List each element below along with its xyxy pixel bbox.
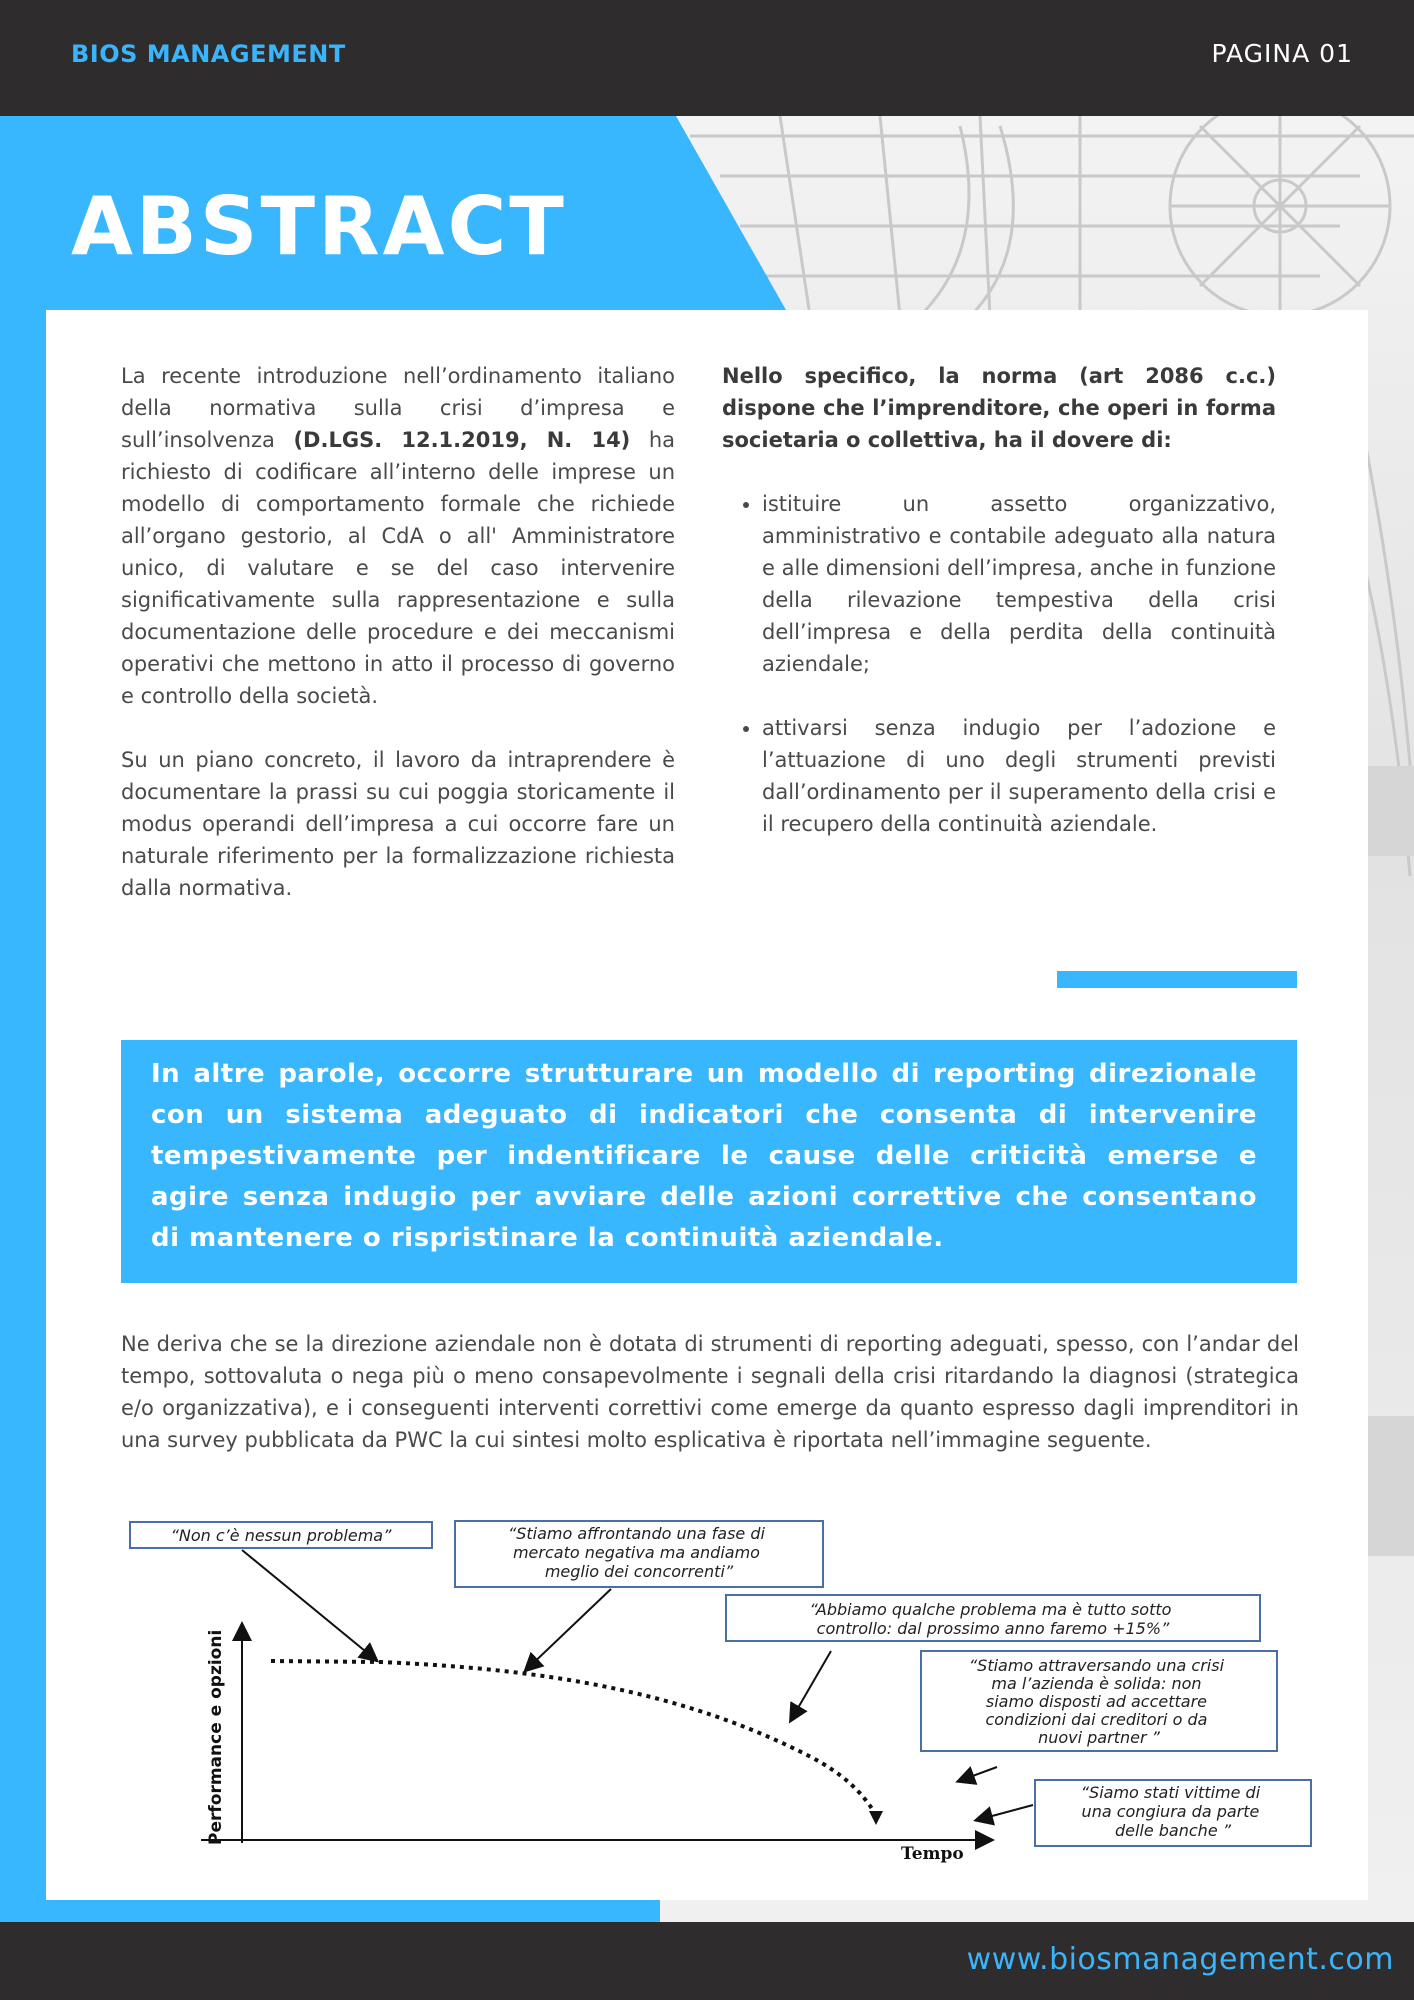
footer-bar <box>0 1922 1414 2000</box>
quote-line: meglio dei concorrenti” <box>544 1562 734 1581</box>
svg-text:“Non c’è nessun problema” <box>171 1526 392 1545</box>
quote-line: nuovi partner ” <box>1038 1728 1160 1747</box>
quote-box-4 <box>921 1651 1277 1751</box>
quote-line: “Non c’è nessun problema” <box>170 1526 392 1545</box>
left-column <box>121 360 675 936</box>
quote-box-5 <box>1035 1780 1311 1846</box>
intro-text-end: ha richiesto di codificare all’interno delle imprese un modello di comportamento formale che richiede all’organo gestorio, al CdA o all' Amministratore unico, di valutare e se del caso intervenire significativamente sulla rappresentazione e sulla documentazione delle procedure e dei meccanismi operativi che mettono in atto il processo di governo e controllo della società. <box>121 428 675 708</box>
page-number: PAGINA 01 <box>1211 39 1353 68</box>
quote-line: “Stiamo affrontando una fase di <box>507 1524 765 1543</box>
intro-paragraph <box>121 360 675 712</box>
quote-arrow <box>791 1651 831 1720</box>
crisis-denial-figure <box>121 1515 1321 1865</box>
svg-text:“Stiamo affrontando una fase d <box>508 1524 770 1581</box>
quote-line: delle banche ” <box>1114 1821 1232 1840</box>
quote-line: “Abbiamo qualche problema ma è tutto sotto <box>809 1600 1172 1619</box>
quote-box-3 <box>726 1595 1260 1641</box>
quote-line: siamo disposti ad accettare <box>985 1692 1208 1711</box>
quote-arrow <box>526 1589 611 1670</box>
quote-line: “Stiamo attraversando una crisi <box>968 1656 1225 1675</box>
accent-bar <box>1057 971 1297 988</box>
svg-text:“Abbiamo qualche problema ma è <box>809 1600 1176 1638</box>
callout-text: In altre parole, occorre strutturare un modello di reporting direzionale con un sistema adeguato di indicatori che consenta di intervenire tempestivamente per indentificare le cause delle criticità emerse e agire senza indugio per avviare delle azioni correttive che consentano di mantenere o rispristinare la continuità aziendale. <box>151 1059 1257 1253</box>
quote-arrow <box>959 1767 997 1781</box>
quote-arrow <box>977 1805 1033 1820</box>
quote-line: ma l’azienda è solida: non <box>991 1674 1202 1693</box>
list-item: • istituire un assetto organizzativo, amministrativo e contabile adeguato alla natura e alle dimensioni dell’impresa, anche in funzione della rilevazione tempestiva della crisi dell’impresa e della perdita della continuità aziendale; <box>762 488 1276 680</box>
practice-paragraph: Su un piano concreto, il lavoro da intraprendere è documentare la prassi su cui poggia storicamente il modus operandi dell’impresa a cui occorre fare un naturale riferimento per la formalizzazione richiesta dalla normativa. <box>121 748 675 900</box>
page-title: ABSTRACT <box>71 180 567 273</box>
norm-intro: Nello specifico, la norma (art 2086 c.c.) dispone che l’imprenditore, che operi in forma societaria o collettiva, ha il dovere di: <box>722 364 1276 452</box>
quote-line: mercato negativa ma andiamo <box>512 1543 760 1562</box>
quote-line: “Siamo stati vittime di <box>1080 1783 1261 1802</box>
curve-arrow-icon <box>869 1811 883 1825</box>
callout-box <box>121 1040 1297 1283</box>
brand-name: BIOS MANAGEMENT <box>71 40 346 68</box>
quote-box-2 <box>455 1521 823 1587</box>
website-link[interactable]: www.biosmanagement.com <box>966 1942 1394 1977</box>
law-reference: (D.LGS. 12.1.2019, N. 14) <box>293 428 631 452</box>
duties-list <box>722 488 1276 840</box>
conclusion-paragraph: Ne deriva che se la direzione aziendale non è dotata di strumenti di reporting adeguati, spesso, con l’andar del tempo, sottovaluta o nega più o meno consapevolmente i segnali della crisi ritardando la diagnosi (strategica e/o organizzativa), e i conseguenti interventi correttivi come emerge da quanto espresso dagli imprenditori in una survey pubblicata da PWC la cui sintesi molto esplicativa è riportata nell’immagine seguente. <box>121 1332 1299 1452</box>
y-axis-label: Performance e opzioni <box>206 1629 226 1845</box>
intro-text-start: La recente introduzione nell’ordinamento italiano della normativa sulla crisi d’impresa e sull’insolvenza <box>121 364 675 452</box>
performance-curve <box>271 1661 876 1815</box>
quote-arrow <box>242 1550 376 1660</box>
quote-box-1 <box>130 1522 432 1548</box>
right-column <box>722 360 1276 872</box>
list-item: • attivarsi senza indugio per l’adozione e l’attuazione di uno degli strumenti previsti dall’ordinamento per il superamento della crisi e il recupero della continuità aziendale. <box>762 712 1276 840</box>
quote-line: una congiura da parte <box>1081 1802 1260 1821</box>
x-axis-label: Tempo <box>901 1844 964 1864</box>
quote-line: controllo: dal prossimo anno faremo +15%” <box>816 1619 1170 1638</box>
quote-line: condizioni dai creditori o da <box>985 1710 1208 1729</box>
